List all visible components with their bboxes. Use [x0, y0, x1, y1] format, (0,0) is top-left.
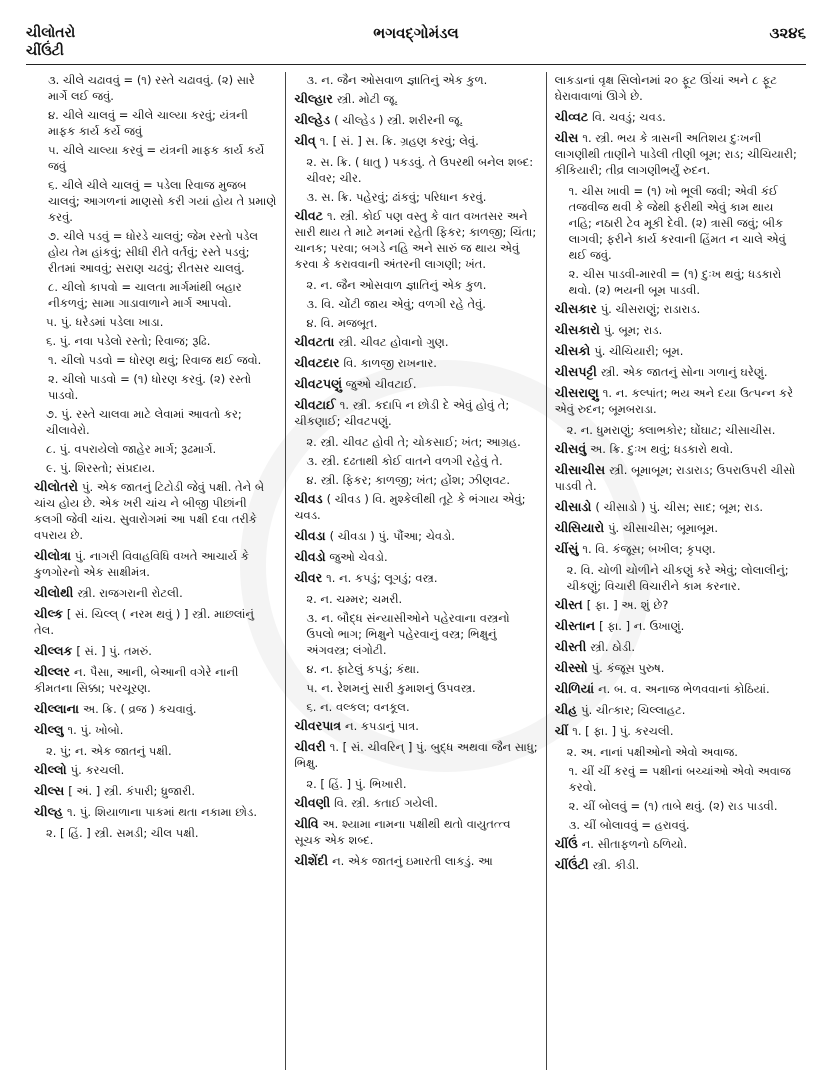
- headword: ચીવિ: [294, 816, 319, 831]
- headword: ચીવડા: [294, 528, 326, 543]
- headword: ચીલોતરો: [34, 479, 79, 494]
- dictionary-entry: [555, 343, 798, 359]
- sense-line: ૬. પું. નવા પડેલો રસ્તો; રિવાજ; રૂઢિ.: [46, 334, 211, 348]
- definition: કોઈ પણ વસ્તુ કે વાત વખતસર અને સારી થાય તે માટે મનમાં રહેતી ફિકર; કાળજી; ચિંતા; ચાનક; પરવા; બગડે નહિ અને સારું જ થાય એવું કરવા કે કરાવવાની અંતરની લાગણી; ખંત.: [294, 209, 537, 271]
- dictionary-entry: [555, 385, 798, 417]
- definition: ભય કે ત્રાસની અતિશય દુઃખની લાગણીથી તાણીને પાડેલી તીણી બૂમ; રાડ; ચીચિયારી; કીકિયારી; તીવ્ર લાગણીભર્યું રુદન.: [554, 131, 797, 177]
- definition: ચીસાચીસ; બૂમાબૂમ.: [622, 521, 718, 535]
- grammar-label: ૧. પું.: [67, 723, 92, 737]
- grammar-label: ( ચીલ્હેડ ) સ્ત્રી.: [334, 113, 406, 127]
- dictionary-entry: [555, 681, 798, 697]
- sense-line: ૩. સ. ક્રિ. પહેરવું; ઢાંકવું; પરિધાન કરવું.: [306, 190, 487, 204]
- definition: કપડું; લૂગડું; વસ્ત્ર.: [354, 571, 438, 585]
- grammar-label: સ્ત્રી.: [592, 858, 611, 872]
- headword: ચીવ્: [294, 133, 316, 148]
- headword: ચીવડો: [294, 549, 326, 564]
- grammar-label: ૧. સ્ત્રી.: [339, 398, 371, 412]
- grammar-label: [ સં. ચિલ્લ્ ( નરમ થવું ) ] સ્ત્રી.: [66, 607, 211, 621]
- dictionary-entry: [294, 570, 537, 586]
- dictionary-entry: [555, 520, 798, 536]
- grammar-label: ૧. સ્ત્રી.: [582, 131, 614, 145]
- sense-line: ૨. ન. જૈન ઓસવાળ જ્ઞાતિનું એક કુળ.: [306, 278, 487, 292]
- dictionary-entry: [34, 762, 277, 778]
- dictionary-entry: [294, 334, 537, 350]
- definition: કપડાનું પાત્ર.: [360, 719, 419, 733]
- definition: એક જાતનું સોના ગળાનું ઘરેણું.: [622, 365, 768, 379]
- definition: માછલાંનું તેલ.: [34, 607, 254, 637]
- definition: કતાઈ ગયેલી.: [373, 796, 438, 810]
- dictionary-entry: [555, 639, 798, 655]
- dictionary-entry: [34, 548, 277, 580]
- grammar-label: ૧. [ સં. ચીવરિન્ ] પું.: [329, 740, 428, 754]
- sense-line: ૩. વિ. ચોંટી જાય એવું; વળગી રહે તેવું.: [306, 297, 486, 311]
- headword: ચીવણી: [294, 795, 331, 810]
- grammar-label: ( ચીસાડો ) પું.: [595, 500, 661, 514]
- definition: ઠોડી.: [612, 640, 636, 654]
- grammar-label: વિ.: [592, 110, 606, 124]
- definition: શિયાળાના પાકમાં થતા નકામા છોડ.: [94, 805, 257, 819]
- grammar-label: અ. ક્રિ.: [590, 442, 624, 456]
- sense-line: ૨. સ. ક્રિ. ( ધાતુ ) પકડવું. તે ઉપરથી બનેલ શબ્દ: ચીવર; ચીર.: [306, 155, 534, 185]
- definition: બુદ્ધ અથવા જૈન સાધુ; ભિક્ષુ.: [294, 740, 538, 770]
- grammar-label: ન.: [581, 837, 594, 851]
- definition: કંજૂસ; બખીલ; કૃપણ.: [612, 542, 716, 556]
- grammar-label: પું.: [74, 549, 87, 563]
- definition: કરચલી.: [634, 724, 674, 738]
- headword: ચીં: [554, 723, 569, 738]
- definition: પૈસા, આની, બેઆની વગેરે નાની કીમતના સિક્કા; પરચૂરણ.: [34, 665, 239, 695]
- definition: ચીસ; સાદ; બૂમ; રાડ.: [663, 500, 763, 514]
- definition: કચવાવું.: [158, 702, 197, 716]
- idiom-line: ૩. ચીં બોલાવવું = હરાવવું.: [568, 818, 690, 832]
- headword: ચીવટ: [294, 208, 323, 223]
- dictionary-title: ભગવદ્ગોમંડલ: [373, 24, 459, 42]
- sense-line: ૪. સ્ત્રી. ફિકર; કાળજી; ખંત; હોંશ; ઝીણવટ.: [306, 473, 511, 487]
- definition: બૂમ; રાડ.: [618, 323, 663, 337]
- idiom-line: ૮. ચીલો કાપવો = ચાલતા માર્ગમાંથી બહાર નીકળવું; સામા ગાડાવાળાને માર્ગ આપવો.: [48, 280, 242, 310]
- headword: ચીંસું: [554, 541, 579, 556]
- headword: ચીસવું: [554, 441, 587, 456]
- dictionary-entry: [34, 479, 277, 543]
- dictionary-entry: [294, 853, 537, 869]
- definition: જુઓ ચીવટાઈ.: [345, 377, 417, 391]
- grammar-label: વિ. સ્ત્રી.: [334, 796, 370, 810]
- sense-line: ૨. ન. ચમ્મર; ચમરી.: [306, 592, 403, 606]
- dictionary-entry: [555, 836, 798, 852]
- headword: ચીહ: [554, 702, 578, 717]
- headword: ચીળિયાં: [554, 681, 595, 696]
- dictionary-entry: [294, 528, 537, 544]
- headword: ચીસાચીસ: [554, 462, 606, 477]
- dictionary-entry: [294, 816, 537, 848]
- dictionary-entry: [555, 702, 798, 718]
- headword: ચીસકારો: [554, 322, 600, 337]
- dictionary-entry: [555, 322, 798, 338]
- grammar-label: [ ફા. ] અ.: [586, 598, 638, 612]
- definition: ચવડું; ચવડ.: [609, 110, 666, 124]
- headword: ચીસ્તી: [554, 639, 587, 654]
- header-rule: [26, 64, 806, 65]
- definition: એક જાતનું ટિટોડી જેવું પક્ષી. તેને બે ચાંચ હોય છે. એક ખરી ચાંચ ને બીજી પીછાંની કલગી જેવી ચાંચ. સુવારોગમાં આ પક્ષી દવા તરીકે વપરાય છે.: [34, 480, 265, 542]
- headword: ચીસાડો: [554, 499, 592, 514]
- headword: ચીસકાર: [554, 301, 597, 316]
- grammar-label: ૧. [ ફા. ] પું.: [572, 724, 631, 738]
- grammar-label: વિ.: [343, 356, 357, 370]
- headword: ચીસિયારો: [554, 520, 605, 535]
- sense-line: ૩. ન. જૈન ઓસવાળ જ્ઞાતિનું એક કુળ.: [306, 73, 488, 87]
- grammar-label: ન.: [345, 719, 358, 733]
- headword: ચીવટપણું: [294, 376, 342, 391]
- idiom-line: ૩. ચીલે ચઢાવવું = (૧) રસ્તે ચઢાવવું. (૨) સારે માર્ગે લઈ જવું.: [48, 73, 255, 103]
- dictionary-entry: [34, 643, 277, 659]
- definition: બૂમાબૂમ; રાડારાડ; ઉપરાઉપરી ચીસો પાડવી તે.: [554, 463, 796, 493]
- sense-line: ૪. વિ. મજબૂત.: [306, 316, 378, 330]
- grammar-label: ન. બ. વ.: [598, 682, 642, 696]
- idiom-line: ૧. ચીં ચીં કરવું = પક્ષીનાં બચ્ચાંઓ એવો અવાજ કરવો.: [568, 764, 791, 794]
- dictionary-entry: [555, 618, 798, 634]
- definition: કીડી.: [614, 858, 640, 872]
- definition: તમરું.: [124, 644, 152, 658]
- definition: રાજગરાની રોટલી.: [99, 586, 183, 600]
- grammar-label: સ્ત્રી.: [338, 335, 357, 349]
- guide-word-last: ચીંઉંટી: [26, 43, 64, 59]
- headword: ચીલોથી: [34, 585, 74, 600]
- definition: ચીસરાણું; રાડારાડ.: [615, 302, 701, 316]
- dictionary-entry: [294, 355, 537, 371]
- grammar-label: ( ચીવડ ) વિ.: [326, 492, 386, 506]
- dictionary-entry: [294, 397, 537, 429]
- idiom-line: ૨. ચીસ પાડવી-મારવી = (૧) દુઃખ થવું; ધડકારો થવો. (૨) ભયની બૂમ પાડવી.: [568, 267, 782, 297]
- grammar-label: પું.: [594, 344, 606, 358]
- headword: ચીવર: [294, 570, 323, 585]
- sense-line: ૨. સ્ત્રી. ચીવટ હોવી તે; ચોકસાઈ; ખંત; આગ્રહ.: [306, 435, 521, 449]
- continuation-text: લાકડાનાં વૃક્ષ સિલોનમાં ૨૦ ફૂટ ઊંચાં અને ૮ ફૂટ ઘેરાવાવાળાં ઊગે છે.: [554, 73, 777, 103]
- grammar-label: પું.: [591, 661, 603, 675]
- dictionary-entry: [555, 462, 798, 494]
- headword: ચીવરી: [294, 739, 326, 754]
- idiom-line: ૨. ચીં બોલવું = (૧) તાબે થવું. (૨) રાડ પાડવી.: [568, 799, 778, 813]
- headword: ચીસ્ત: [554, 597, 583, 612]
- dictionary-entry: [294, 491, 537, 523]
- dictionary-entry: [294, 795, 537, 811]
- definition: ગ્રહણ કરવું; લેવું.: [400, 134, 479, 148]
- idiom-line: ૫. ચીલે ચાલ્યા કરવું = યંત્રની માફક કાર્ય કર્યે જવું: [48, 143, 265, 173]
- grammar-label: સ્ત્રી.: [77, 586, 96, 600]
- dictionary-entry: [294, 718, 537, 734]
- headword: ચીલ્લક: [34, 643, 73, 658]
- headword: ચીલ્લાના: [34, 701, 79, 716]
- sense-line: ૨. [ હિં. ] પું. ભિખારી.: [306, 777, 407, 791]
- dictionary-entry: [555, 723, 798, 739]
- dictionary-entry: [294, 133, 537, 149]
- grammar-label: સ્ત્રી.: [609, 463, 628, 477]
- sense-line: ૩. સ્ત્રી. દઢતાથી કોઈ વાતને વળગી રહેવું તે.: [306, 454, 503, 468]
- grammar-label: [ સં. ] પું.: [76, 644, 121, 658]
- headword: ચીસકો: [554, 343, 591, 358]
- headword: ચીસપટ્ટી: [554, 364, 597, 379]
- grammar-label: ૧. વિ.: [582, 542, 609, 556]
- definition: ચીત્કાર; ચિલ્લાહટ.: [595, 703, 686, 717]
- sense-line: ૨. ન. ધુમરાણું; ક્લાભકોર; ઘોંઘાટ; ચીસાચીસ.: [566, 423, 776, 437]
- grammar-label: સ્ત્રી.: [600, 365, 620, 379]
- page-number: ૩૨૪૬: [769, 24, 806, 42]
- headword: ચીલ્સ: [34, 783, 65, 798]
- dictionary-entry: [294, 739, 537, 771]
- grammar-label: ન.: [74, 665, 87, 679]
- column-2: [285, 72, 545, 1070]
- definition: કલ્પાંત; ભય અને દયા ઉત્પન્ન કરે એવું રુદન; બૂમબરાડા.: [554, 386, 794, 416]
- sense-line: ૩. ન. બૌદ્ધ સંન્યાસીઓને પહેરવાના વસ્ત્રનો ઉપલો ભાગ; ભિક્ષુને પહેરવાનું વસ્ત્ર; ભિક્ષુનું અંગવસ્ત્ર; લંગોટી.: [306, 611, 510, 657]
- dictionary-entry: [555, 301, 798, 317]
- page-header: [26, 20, 806, 64]
- dictionary-entry: [555, 541, 798, 557]
- headword: ચીવટાઈ: [294, 397, 336, 412]
- sense-line: ૭. પું. રસ્તે ચાલવા માટે લેવામાં આવતો કર; ચીલાવેરો.: [46, 407, 242, 437]
- dictionary-entry: [294, 112, 537, 128]
- grammar-label: પું.: [581, 703, 593, 717]
- grammar-label: પું.: [70, 763, 82, 777]
- headword: ચીસ્તાન: [554, 618, 596, 633]
- grammar-label: ૧. પું.: [66, 805, 92, 819]
- sense-line: ૫. પું. ધરેડમાં પડેલા ખાડા.: [46, 315, 164, 329]
- dictionary-entry: [555, 364, 798, 380]
- dictionary-entry: [555, 441, 798, 457]
- sense-line: ૨. [ હિં. ] સ્ત્રી. સમડી; ચીલ પક્ષી.: [46, 826, 199, 840]
- grammar-label: ૧. ન.: [326, 571, 352, 585]
- dictionary-entry: [555, 130, 798, 178]
- sense-line: ૬. ન. વલ્કલ; વનકૂલ.: [306, 700, 410, 714]
- dictionary-entry: [294, 208, 537, 272]
- definition: કંપારી; ધ્રુજારી.: [125, 784, 196, 798]
- dictionary-entry: [34, 664, 277, 696]
- headword: ચીલ્હાર: [294, 91, 333, 106]
- sense-line: ૪. ન. ફાટેલું કપડું; કંથા.: [306, 662, 420, 676]
- grammar-label: ૧. [ સં. ] સ. ક્રિ.: [319, 134, 397, 148]
- headword: ચીવ્વટ: [554, 109, 589, 124]
- headword: ચીસ: [554, 130, 579, 145]
- idiom-line: ૬. ચીલે ચીલે ચાલવું = પડેલા રિવાજ મુજબ ચાલવું; આગળનાં માણસો કરી ગયાં હોય તે પ્રમાણે કરવું.: [48, 178, 277, 224]
- dictionary-page: [26, 20, 806, 1070]
- grammar-label: ( ચીવડા ) પું.: [329, 529, 390, 543]
- dictionary-entry: [555, 597, 798, 613]
- grammar-label: પું.: [603, 323, 615, 337]
- grammar-label: [ અં. ] સ્ત્રી.: [68, 784, 123, 798]
- sense-line: ૯. પું. શિરસ્તો; સંપ્રદાય.: [46, 461, 156, 475]
- column-3: [546, 72, 806, 1070]
- dictionary-entry: [34, 585, 277, 601]
- headword: ચીલ્હ: [34, 804, 63, 819]
- grammar-label: [ ફા. ] ન.: [599, 619, 646, 633]
- definition: દુઃખ થવું; ધડકારો થવો.: [627, 442, 734, 456]
- dictionary-entry: [555, 660, 798, 676]
- sense-line: ૨. વિ. ચોળી ચોળીને ચીકણું કરે એવું; લોલાલીનું; ચીકણું; વિચારી વિચારીને કામ કરનાર.: [566, 563, 789, 593]
- headword: ચીવરપાત્ર: [294, 718, 342, 733]
- definition: જુઓ ચેવડો.: [329, 550, 388, 564]
- dictionary-entry: [34, 722, 277, 738]
- definition: અનાજ ભેળવવાનાં કોઠિયાં.: [645, 682, 770, 696]
- definition: નાગરી વિવાહવિધિ વખતે આચાર્ય કે કુળગોરનો એક સાક્ષીમંત્ર.: [34, 549, 249, 579]
- sense-line: ૫. ન. રેશમનું સારી કુમાશનું ઉપવસ્ત્ર.: [306, 681, 476, 695]
- definition: સીતાફળનો ઠળિયો.: [597, 837, 688, 851]
- sense-line: ૨. અ. નાનાં પક્ષીઓનો એવો અવાજ.: [566, 745, 738, 759]
- dictionary-entry: [34, 783, 277, 799]
- headword: ચીવડ: [294, 491, 323, 506]
- headword: ચીલોત્રા: [34, 548, 71, 563]
- headword: ચીશેંદી: [294, 853, 329, 868]
- headword: ચીલ્લો: [34, 762, 67, 777]
- dictionary-entry: [294, 549, 537, 565]
- grammar-label: ૧. સ્ત્રી.: [326, 209, 359, 223]
- definition: ખોબો.: [95, 723, 124, 737]
- dictionary-entry: [34, 606, 277, 638]
- definition: કાળજી રાખનાર.: [360, 356, 437, 370]
- definition: શું છે?: [640, 598, 669, 612]
- grammar-label: સ્ત્રી.: [590, 640, 609, 654]
- grammar-label: ૧. ન.: [602, 386, 628, 400]
- headword: ચીલ્લુ: [34, 722, 64, 737]
- definition: મુશ્કેલીથી તૂટે કે ભંગાય એવું; ચવડ.: [294, 492, 526, 522]
- sense-line: ૮. પું. વપરાયેલો જાહેર માર્ગ; રૂઢમાર્ગ.: [46, 442, 217, 456]
- headword: ચીસ્સો: [554, 660, 588, 675]
- definition: શરીરની જૂ.: [408, 113, 464, 127]
- headword: ચીંઉંટી: [554, 857, 589, 872]
- headword: ચીલ્ક: [34, 606, 63, 621]
- grammar-label: પું.: [82, 480, 94, 494]
- headword: ચીલ્હેડ: [294, 112, 331, 127]
- definition: મોટી જૂ.: [358, 92, 398, 106]
- definition: ચીચિયારી; બૂમ.: [609, 344, 684, 358]
- idiom-line: ૨. ચીલો પાડવો = (૧) ધોરણ કરવું. (૨) રસ્તો પાડવો.: [48, 372, 252, 402]
- grammar-label: પું.: [608, 521, 620, 535]
- definition: પૌંઆ; ચેવડો.: [393, 529, 455, 543]
- grammar-label: અ.: [322, 817, 339, 831]
- definition: એક જાતનું ઇમારતી લાકડું. આ: [348, 854, 493, 868]
- idiom-line: ૪. ચીલે ચાલવું = ચીલે ચાલ્યા કરવું; યંત્રની માફક કાર્ય કર્યે જવું: [48, 108, 248, 138]
- definition: કરચલી.: [85, 763, 125, 777]
- dictionary-entry: [34, 701, 277, 717]
- dictionary-entry: [555, 499, 798, 515]
- column-1: [26, 72, 285, 1070]
- headword: ચીવટદાર: [294, 355, 340, 370]
- definition: કદાપિ ન છોડી દે એવું હોવું તે; ચીકણાઈ; ચીવટપણું.: [294, 398, 510, 428]
- headword: ચીસરાણુ: [554, 385, 599, 400]
- headword: ચીંઉં: [554, 836, 578, 851]
- idiom-line: ૧. ચીસ ખાવી = (૧) ખો ભૂલી જવી; એવી કંઈ તજવીજ થવી કે જેથી ફરીથી એવું કામ થાય નહિ; નઠારી ટેવ મૂકી દેવી. (૨) ત્રાસી જવું; બીક લાગવી; ફરીને કાર્ય કરવાની હિંમત ન ચાલે એવું થઈ જવું.: [568, 184, 786, 262]
- grammar-label: સ્ત્રી.: [336, 92, 356, 106]
- grammar-label: પું.: [600, 302, 612, 316]
- idiom-line: ૧. ચીલો પડવો = ધોરણ થવું; રિવાજ થઈ જવો.: [48, 353, 262, 367]
- guide-word-first: ચીલોતરો: [26, 25, 76, 41]
- grammar-label: અ. ક્રિ. ( વ્રજ ): [82, 702, 155, 716]
- definition: શ્યામા નામના પક્ષીથી થતો વાયુતત્ત્વ સૂચક એક શબ્દ.: [294, 817, 511, 847]
- grammar-label: ન.: [332, 854, 345, 868]
- definition: કંજૂસ પુરુષ.: [606, 661, 665, 675]
- entry-columns: [26, 72, 806, 1070]
- definition: ચીવટ હોવાનો ગુણ.: [360, 335, 449, 349]
- dictionary-entry: [294, 376, 537, 392]
- definition: ઉખાણું.: [649, 619, 685, 633]
- sense-line: ૨. પું; ન. એક જાતનું પક્ષી.: [46, 744, 172, 758]
- dictionary-entry: [34, 804, 277, 820]
- dictionary-entry: [294, 91, 537, 107]
- dictionary-entry: [555, 857, 798, 873]
- dictionary-entry: [555, 109, 798, 125]
- headword: ચીલ્લર: [34, 664, 70, 679]
- headword: ચીવટતા: [294, 334, 335, 349]
- idiom-line: ૭. ચીલે પડવું = ધોરડે ચાલવું; જેમ રસ્તો પડેલ હોય તેમ હાંકવું; સીધી રીતે વર્તવું; રસ્તે પડવું; રીતમાં આવવું; સરાણ ચઢવું; રીતસર ચાલવું.: [48, 229, 259, 275]
